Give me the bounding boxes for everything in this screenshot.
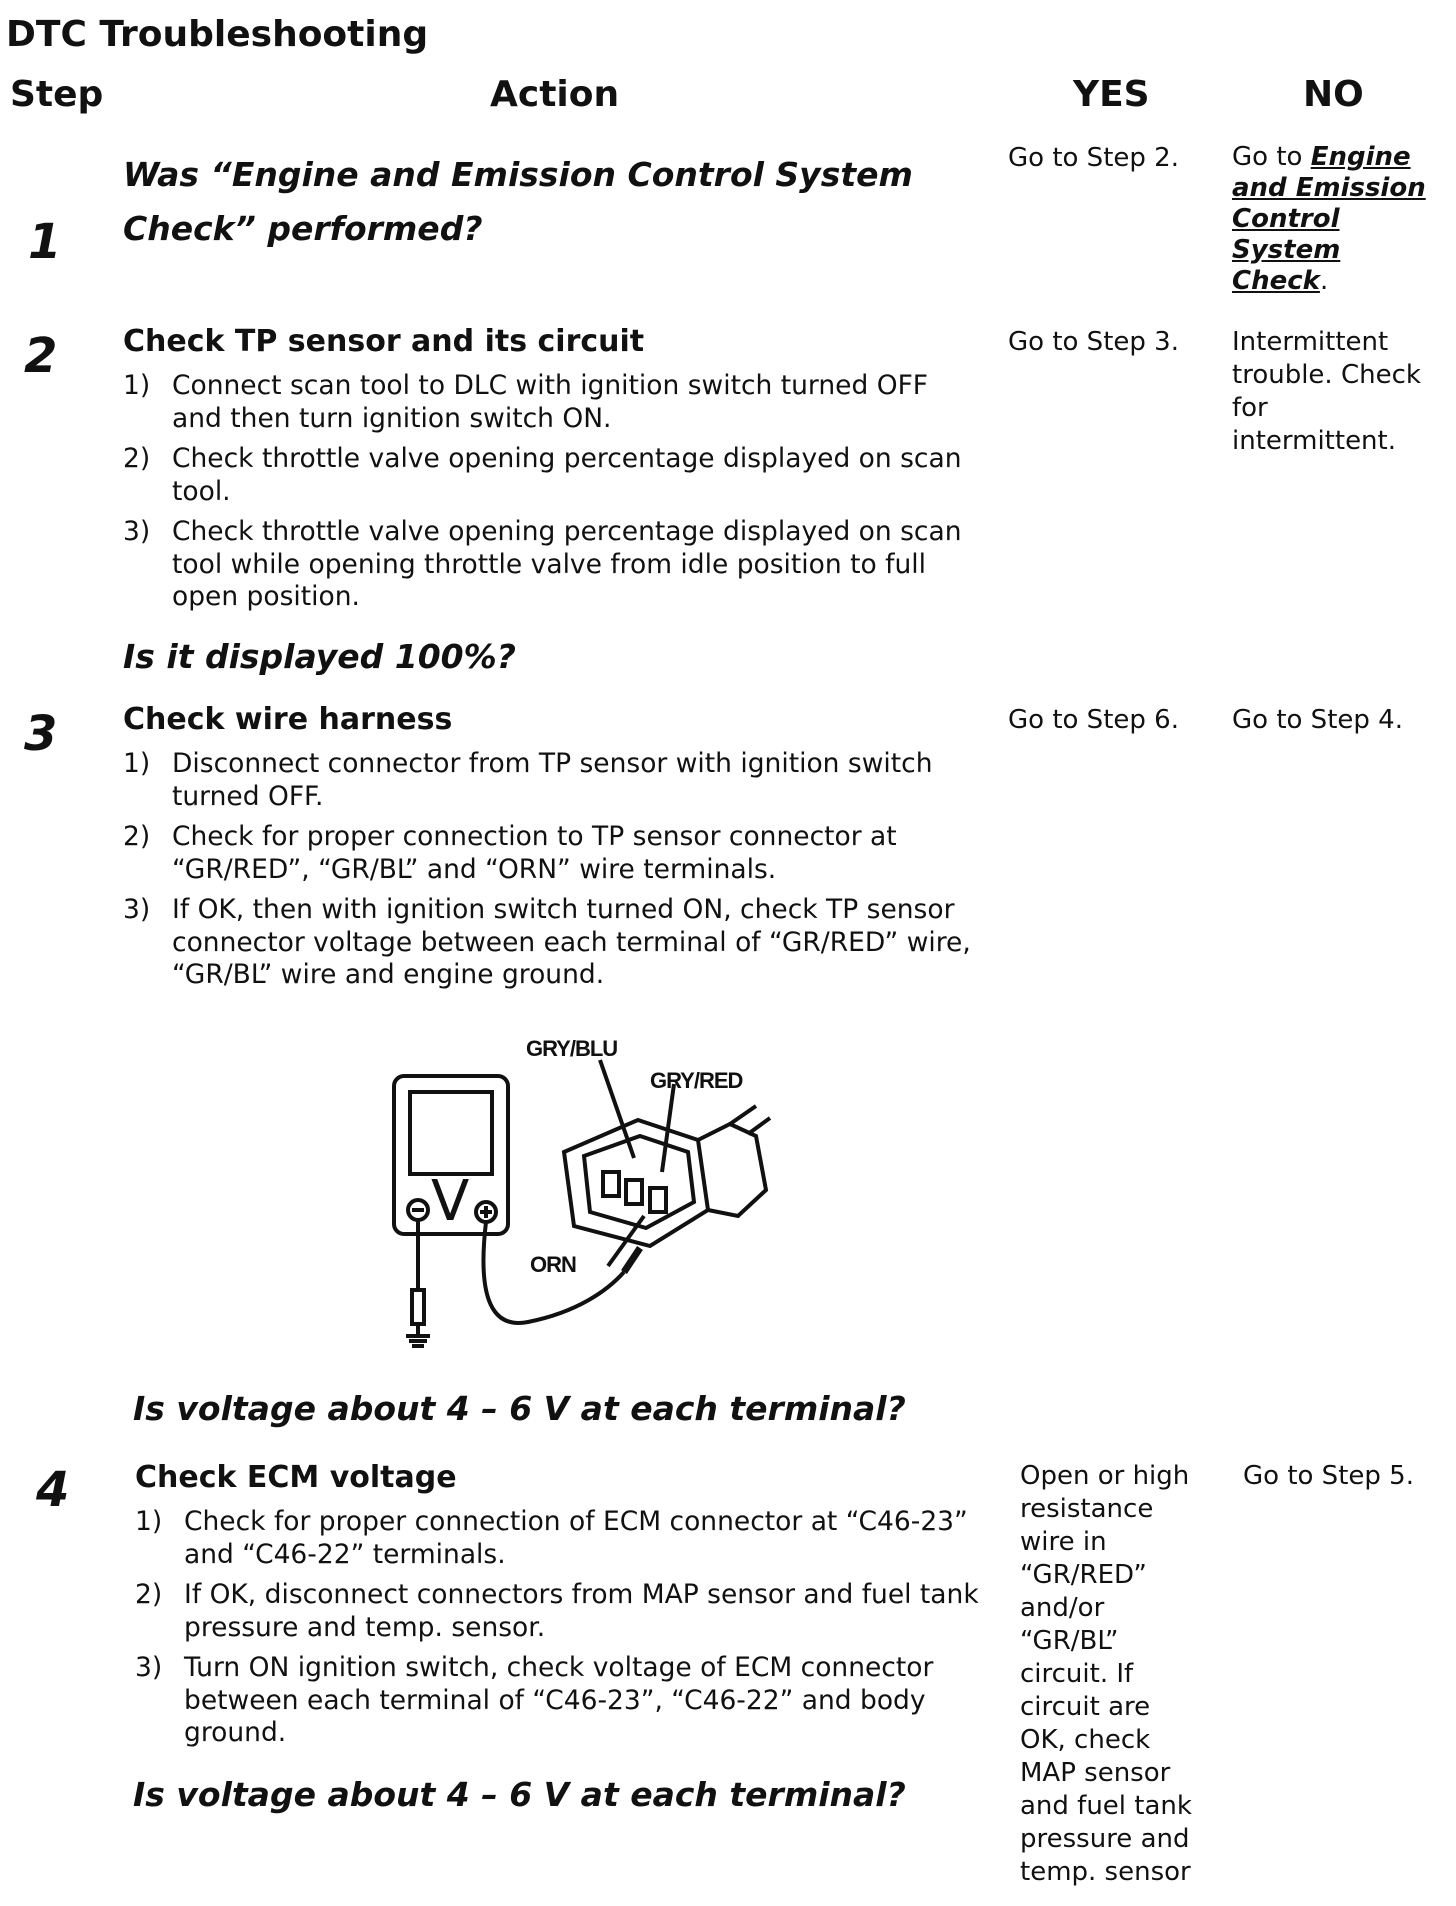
step-2-question: Is it displayed 100%? xyxy=(123,637,516,676)
header-no: NO xyxy=(1303,74,1364,115)
step-1-question xyxy=(123,148,983,256)
header-step: Step xyxy=(10,74,104,115)
engine-emission-check-link[interactable]: Engine and Emission Control System Check xyxy=(1232,142,1426,296)
meter-v-label: V xyxy=(431,1169,470,1234)
step-2-procedure-list xyxy=(123,370,983,622)
step-2-procedure-1: 1) Connect scan tool to DLC with ignition switch turned OFF and then turn ignition switch ON. xyxy=(123,370,929,434)
step-3-no: Go to Step 4. xyxy=(1232,705,1403,735)
step-3-title: Check wire harness xyxy=(123,702,453,737)
step-4-procedure-list xyxy=(135,1506,995,1758)
step-number-2: 2 xyxy=(24,328,58,384)
step-2-title: Check TP sensor and its circuit xyxy=(123,324,645,359)
step-3-question: Is voltage about 4 – 6 V at each terminal? xyxy=(133,1389,906,1428)
label-gry-red: GRY/RED xyxy=(650,1068,743,1093)
step-number-4: 4 xyxy=(36,1462,70,1518)
step-1-no xyxy=(1232,142,1432,297)
step-4-question: Is voltage about 4 – 6 V at each terminal? xyxy=(133,1775,906,1814)
step-4-procedure-3: 3) Turn ON ignition switch, check voltage of ECM connector between each terminal of “C46-23”, “C46-22” and body ground. xyxy=(135,1652,934,1748)
step-number-1: 1 xyxy=(28,214,62,270)
step-4-no: Go to Step 5. xyxy=(1243,1461,1414,1491)
step-1-question-line-2: Check” performed? xyxy=(123,209,483,248)
step-2-procedure-3: 3) Check throttle valve opening percentage displayed on scan tool while opening throttle valve from idle position to full open position. xyxy=(123,516,962,612)
page-title: DTC Troubleshooting xyxy=(6,14,429,55)
voltmeter-connector-diagram xyxy=(378,1040,808,1370)
step-3-yes: Go to Step 6. xyxy=(1008,705,1179,735)
step-4-procedure-1: 1) Check for proper connection of ECM connector at “C46-23” and “C46-22” terminals. xyxy=(135,1506,968,1570)
step-1-yes: Go to Step 2. xyxy=(1008,143,1179,173)
step-3-procedure-list xyxy=(123,748,983,1000)
step-1-question-line-1: Was “Engine and Emission Control System xyxy=(123,155,913,194)
label-orn: ORN xyxy=(530,1252,576,1277)
step-2-yes: Go to Step 3. xyxy=(1008,327,1179,357)
header-action: Action xyxy=(490,74,620,115)
header-yes: YES xyxy=(1073,74,1150,115)
step-2-no: Intermittent trouble. Check for intermittent. xyxy=(1232,327,1421,456)
step-4-yes: Open or high resistance wire in “GR/RED” and/or “GR/BL” circuit. If circuit are OK, check MAP sensor and fuel tank pressure and temp. sensor xyxy=(1020,1461,1192,1887)
step-4-procedure-2: 2) If OK, disconnect connectors from MAP sensor and fuel tank pressure and temp. sensor. xyxy=(135,1579,979,1643)
step-1-no-prefix: Go to xyxy=(1232,142,1311,172)
step-1-no-suffix: . xyxy=(1319,266,1329,296)
label-gry-blu: GRY/BLU xyxy=(526,1040,618,1061)
step-3-procedure-3: 3) If OK, then with ignition switch turned ON, check TP sensor connector voltage between each terminal of “GR/RED” wire, “GR/BL” wire and engine ground. xyxy=(123,894,971,990)
step-3-procedure-1: 1) Disconnect connector from TP sensor with ignition switch turned OFF. xyxy=(123,748,933,812)
step-4-title: Check ECM voltage xyxy=(135,1460,457,1495)
step-3-procedure-2: 2) Check for proper connection to TP sensor connector at “GR/RED”, “GR/BL” and “ORN” wire terminals. xyxy=(123,821,897,885)
step-2-procedure-2: 2) Check throttle valve opening percentage displayed on scan tool. xyxy=(123,443,962,507)
step-number-3: 3 xyxy=(24,706,58,762)
